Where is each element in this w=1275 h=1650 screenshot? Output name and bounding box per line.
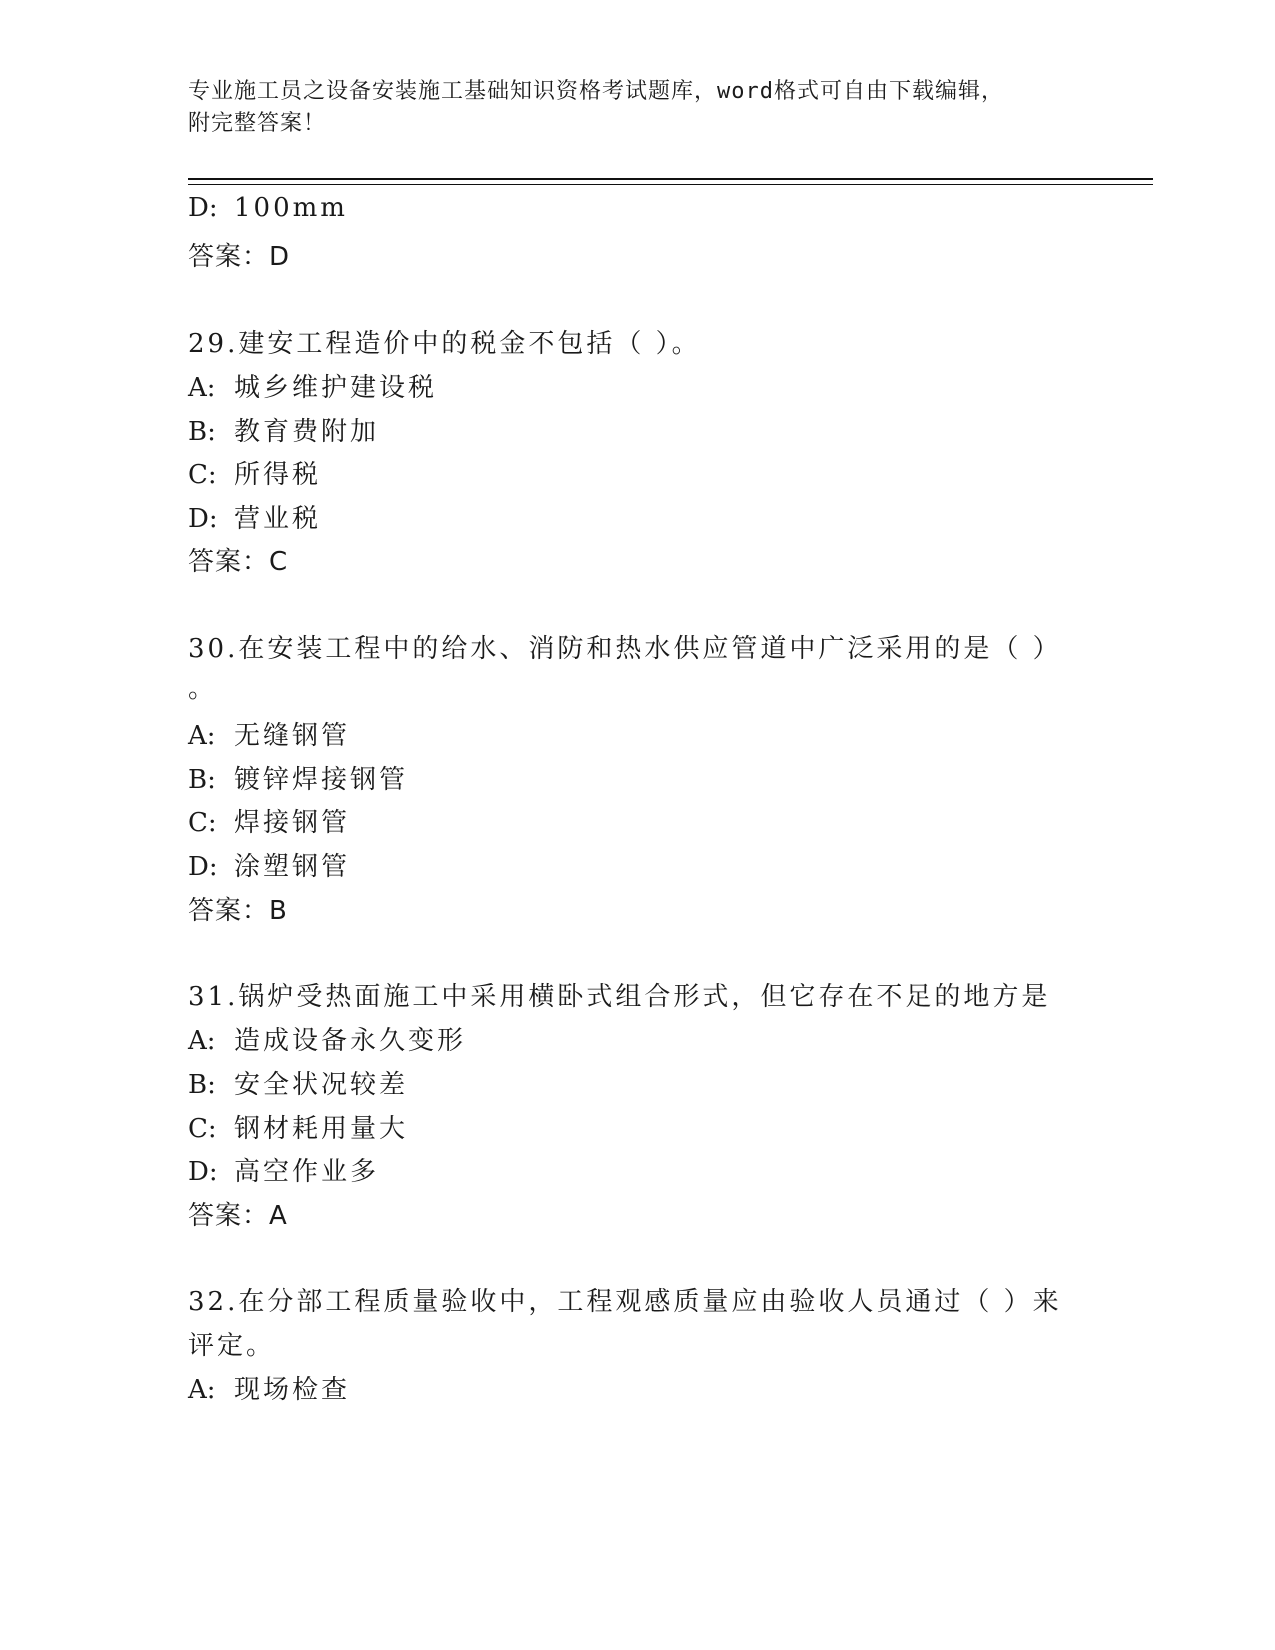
option-label: D:	[188, 504, 218, 534]
q31-answer: 答案：A	[188, 1201, 288, 1231]
q30-option-a	[188, 715, 350, 752]
q29-option-c	[188, 454, 321, 491]
option-label: B:	[188, 1070, 216, 1100]
option-text: 所得税	[234, 460, 322, 490]
option-text: 镀锌焊接钢管	[234, 765, 409, 795]
q30-option-c	[188, 802, 350, 839]
q32-stem-continued: 评定。	[188, 1331, 276, 1361]
option-label: C:	[188, 1114, 217, 1144]
option-label: D:	[188, 852, 218, 882]
prev-answer: 答案：D	[188, 242, 291, 272]
q29-answer: 答案：C	[188, 547, 289, 577]
option-text: 城乡维护建设税	[234, 373, 438, 403]
q30-answer: 答案：B	[188, 896, 288, 926]
q29-option-d	[188, 498, 321, 535]
header-rule-thick	[188, 178, 1153, 180]
q29-stem: 29.建安工程造价中的税金不包括（ ）。	[188, 329, 701, 359]
q31-stem: 31.锅炉受热面施工中采用横卧式组合形式，但它存在不足的地方是	[188, 982, 1051, 1012]
option-label: A:	[188, 721, 216, 751]
option-text: 教育费附加	[234, 417, 380, 447]
option-label: D:	[188, 193, 218, 223]
option-text: 焊接钢管	[234, 808, 351, 838]
option-text: 营业税	[234, 504, 322, 534]
option-label: A:	[188, 1026, 216, 1056]
option-text: 钢材耗用量大	[234, 1114, 409, 1144]
option-label: A:	[188, 1375, 216, 1405]
option-text: 现场检查	[234, 1375, 351, 1405]
option-label: C:	[188, 808, 217, 838]
option-text: 涂塑钢管	[234, 852, 351, 882]
option-label: B:	[188, 417, 216, 447]
q31-option-a	[188, 1020, 466, 1057]
option-label: A:	[188, 373, 216, 403]
prev-option-d	[188, 193, 348, 223]
option-label: C:	[188, 460, 217, 490]
q31-option-c	[188, 1108, 408, 1145]
option-text: 安全状况较差	[234, 1070, 409, 1100]
q29-option-a	[188, 367, 437, 404]
q30-stem-continued: 。	[188, 674, 218, 704]
q29-option-b	[188, 411, 379, 448]
option-label: D:	[188, 1157, 218, 1187]
document-header	[188, 76, 1088, 140]
q32-stem: 32.在分部工程质量验收中，工程观感质量应由验收人员通过（ ）来	[188, 1287, 1062, 1317]
q30-option-b	[188, 759, 408, 796]
q31-option-b	[188, 1064, 408, 1101]
option-text: 无缝钢管	[234, 721, 351, 751]
q32-option-a	[188, 1369, 350, 1406]
header-rule-thin	[188, 184, 1153, 185]
header-line-2: 附完整答案！	[188, 111, 327, 136]
option-text: 造成设备永久变形	[234, 1026, 467, 1056]
header-line-1: 专业施工员之设备安装施工基础知识资格考试题库，word格式可自由下载编辑，	[188, 79, 1004, 104]
q30-option-d	[188, 846, 350, 883]
option-text: 高空作业多	[234, 1157, 380, 1187]
q31-option-d	[188, 1151, 379, 1188]
option-text: 100mm	[234, 193, 348, 223]
option-label: B:	[188, 765, 216, 795]
q30-stem: 30.在安装工程中的给水、消防和热水供应管道中广泛采用的是（ ）	[188, 634, 1062, 664]
